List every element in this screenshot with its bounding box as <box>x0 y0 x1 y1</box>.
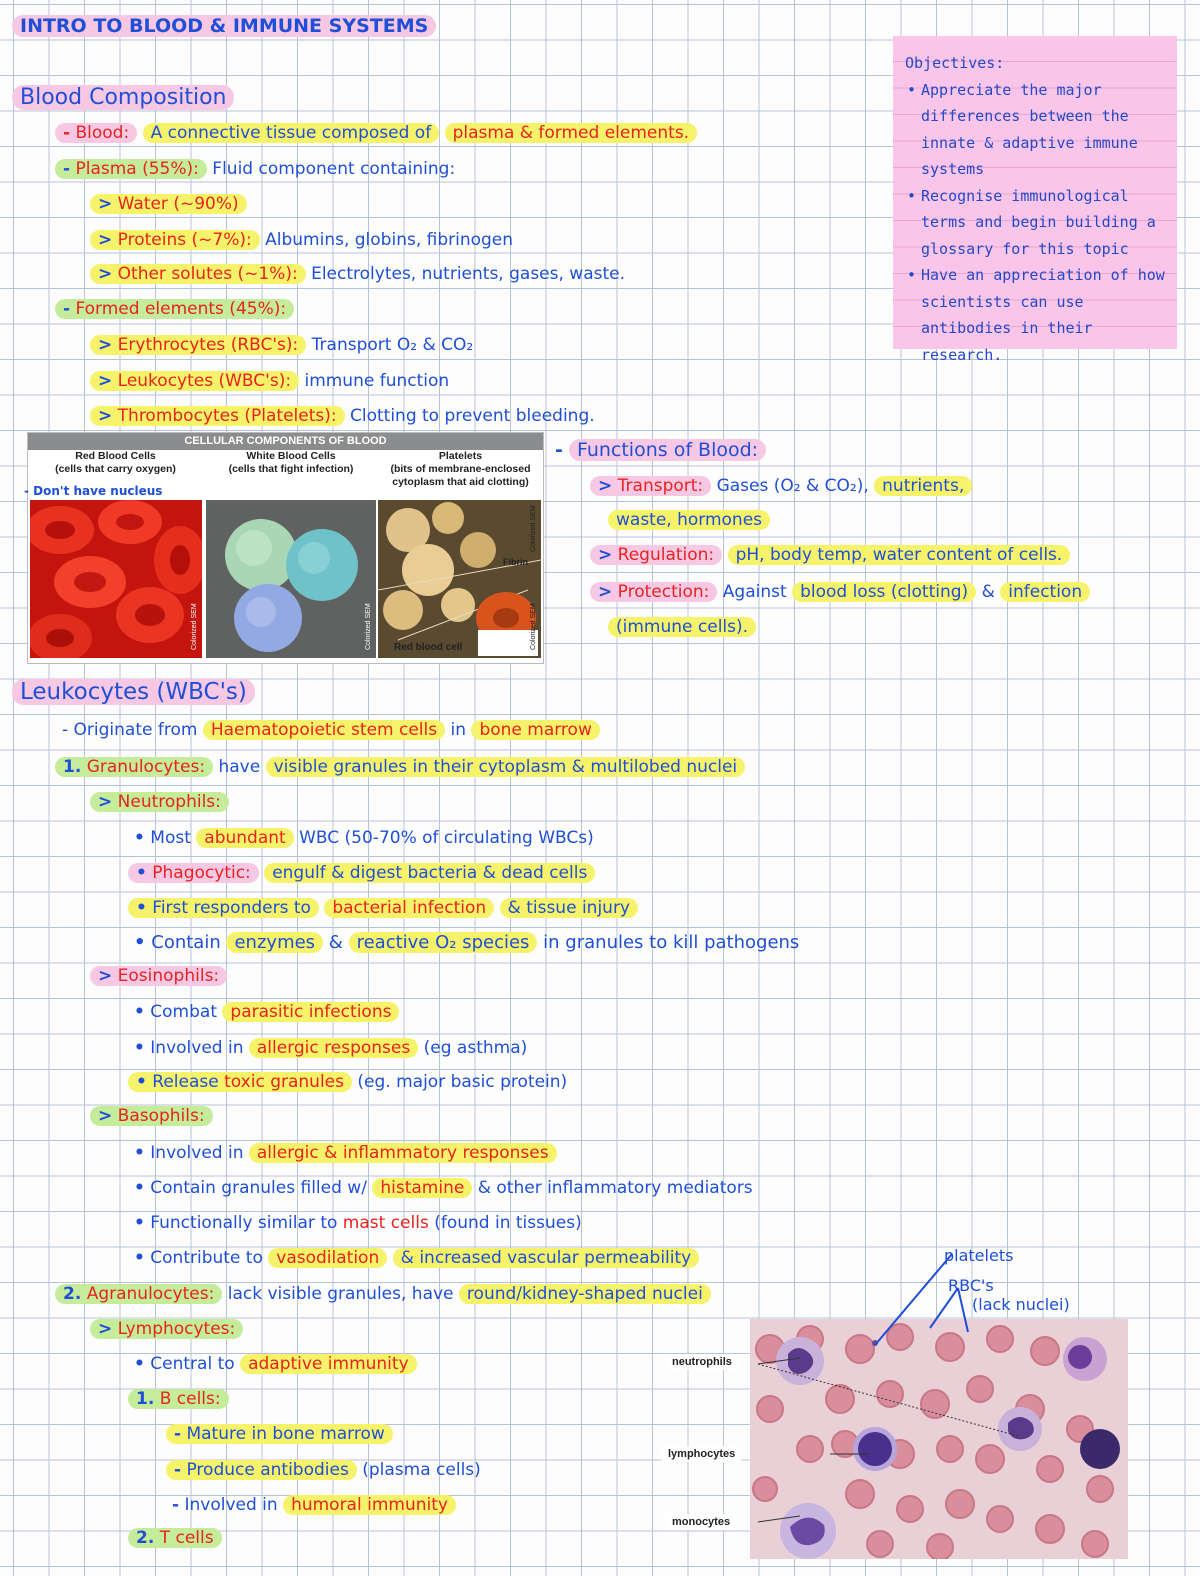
plasma-line: - Plasma (55%): Fluid component containing: <box>55 157 455 181</box>
regulation-line: > Regulation: pH, body temp, water content of cells. <box>590 543 1070 567</box>
b-cell-point: - Mature in bone marrow <box>166 1422 393 1446</box>
objectives-list <box>905 77 1167 369</box>
protection-line-cont: (immune cells). <box>608 615 756 639</box>
monocytes-label: monocytes <box>666 1514 736 1530</box>
lymphocytes-heading: > Lymphocytes: <box>90 1317 243 1341</box>
rbc-handwritten-note: - Don't have nucleus <box>24 484 163 498</box>
sem-label: Colorized SEM <box>191 603 198 650</box>
blood-definition-line: - Blood: A connective tissue composed of plasma & formed elements. <box>55 121 697 145</box>
rbc-micrograph <box>30 500 202 658</box>
objective-item: • Recognise immunological terms and begin building a glossary for this topic <box>921 183 1167 263</box>
leukocytes-line: > Leukocytes (WBC's): immune function <box>90 369 449 393</box>
erythrocytes-line: > Erythrocytes (RBC's): Transport O₂ & CO₂ <box>90 333 473 357</box>
basophils-heading: > Basophils: <box>90 1104 213 1128</box>
lymphocyte-point: • Central to adaptive immunity <box>134 1352 417 1376</box>
t-cells-heading: 2. T cells <box>128 1526 222 1550</box>
other-solutes-line: > Other solutes (~1%): Electrolytes, nutrients, gases, waste. <box>90 262 625 286</box>
rbcs-annotation: RBC's <box>948 1276 994 1295</box>
origin-line: - Originate from Haematopoietic stem cells in bone marrow <box>62 718 600 742</box>
granulocytes-line: 1. Granulocytes: have visible granules in their cytoplasm & multilobed nuclei <box>55 755 745 779</box>
eosinophil-point: • Combat parasitic infections <box>134 1000 399 1024</box>
wbc-micrograph <box>206 500 376 658</box>
b-cells-heading: 1. B cells: <box>128 1387 229 1411</box>
objectives-box <box>893 36 1177 364</box>
functions-heading: - Functions of Blood: <box>555 438 766 462</box>
section-heading-blood-composition: Blood Composition <box>12 86 234 110</box>
fibrin-label: Fibrin <box>503 557 528 567</box>
basophil-point: • Contain granules filled w/ histamine & other inflammatory mediators <box>134 1178 753 1198</box>
neutrophil-point: • First responders to bacterial infection & tissue injury <box>128 896 638 920</box>
water-line: > Water (~90%) <box>90 192 247 216</box>
protection-line: > Protection: Against blood loss (clotting) & infection <box>590 580 1090 604</box>
transport-line-cont: waste, hormones <box>608 508 770 532</box>
section-heading-leukocytes: Leukocytes (WBC's) <box>12 680 255 704</box>
b-cell-point: - Involved in humoral immunity <box>172 1493 456 1517</box>
blood-components-figure <box>24 432 544 664</box>
neutrophil-point: • Phagocytic: engulf & digest bacteria & dead cells <box>128 861 595 885</box>
sem-label: Colorized SEM <box>365 603 372 650</box>
proteins-line: > Proteins (~7%): Albumins, globins, fibrinogen <box>90 228 513 252</box>
page-title: INTRO TO BLOOD & IMMUNE SYSTEMS <box>12 14 436 38</box>
platelet-micrograph <box>378 500 541 658</box>
rbc-caption: Red Blood Cells (cells that carry oxygen) <box>55 450 176 475</box>
eosinophil-point: • Release toxic granules (eg. major basic protein) <box>128 1070 567 1094</box>
neutrophil-point: • Contain enzymes & reactive O₂ species in granules to kill pathogens <box>134 932 800 953</box>
neutrophils-heading: > Neutrophils: <box>90 790 229 814</box>
sem-label: Colorized SEM <box>530 505 537 552</box>
platelets-annotation: platelets <box>944 1246 1014 1265</box>
red-blood-cell-label: Red blood cell <box>394 642 463 653</box>
eosinophils-heading: > Eosinophils: <box>90 964 227 988</box>
basophil-point: • Contribute to vasodilation & increased vascular permeability <box>134 1246 699 1270</box>
basophil-point: • Functionally similar to mast cells (found in tissues) <box>134 1213 582 1233</box>
lymphocytes-label: lymphocytes <box>662 1446 741 1462</box>
objective-item: • Have an appreciation of how scientists can use antibodies in their research. <box>921 262 1167 368</box>
formed-elements-line: - Formed elements (45%): <box>55 297 294 321</box>
platelet-caption: Platelets (bits of membrane-enclosed cytoplasm that aid clotting) <box>390 450 531 488</box>
neutrophil-point: • Most abundant WBC (50-70% of circulating WBCs) <box>134 828 594 848</box>
lack-nuclei-annotation: (lack nuclei) <box>972 1295 1070 1314</box>
objectives-heading: Objectives: <box>905 54 1005 72</box>
transport-line: > Transport: Gases (O₂ & CO₂), nutrients, <box>590 474 972 498</box>
eosinophil-point: • Involved in allergic responses (eg asthma) <box>134 1038 528 1058</box>
thrombocytes-line: > Thrombocytes (Platelets): Clotting to prevent bleeding. <box>90 404 595 428</box>
b-cell-point: - Produce antibodies (plasma cells) <box>166 1458 481 1482</box>
neutrophils-label: neutrophils <box>666 1354 738 1370</box>
objective-item: • Appreciate the major differences between the innate & adaptive immune systems <box>921 77 1167 183</box>
wbc-caption: White Blood Cells (cells that fight infection) <box>228 450 354 475</box>
agranulocytes-line: 2. Agranulocytes: lack visible granules, have round/kidney-shaped nuclei <box>55 1282 711 1306</box>
figure-header: CELLULAR COMPONENTS OF BLOOD <box>28 433 543 450</box>
basophil-point: • Involved in allergic & inflammatory responses <box>134 1141 557 1165</box>
sem-label: Colorized SEM <box>530 603 537 650</box>
